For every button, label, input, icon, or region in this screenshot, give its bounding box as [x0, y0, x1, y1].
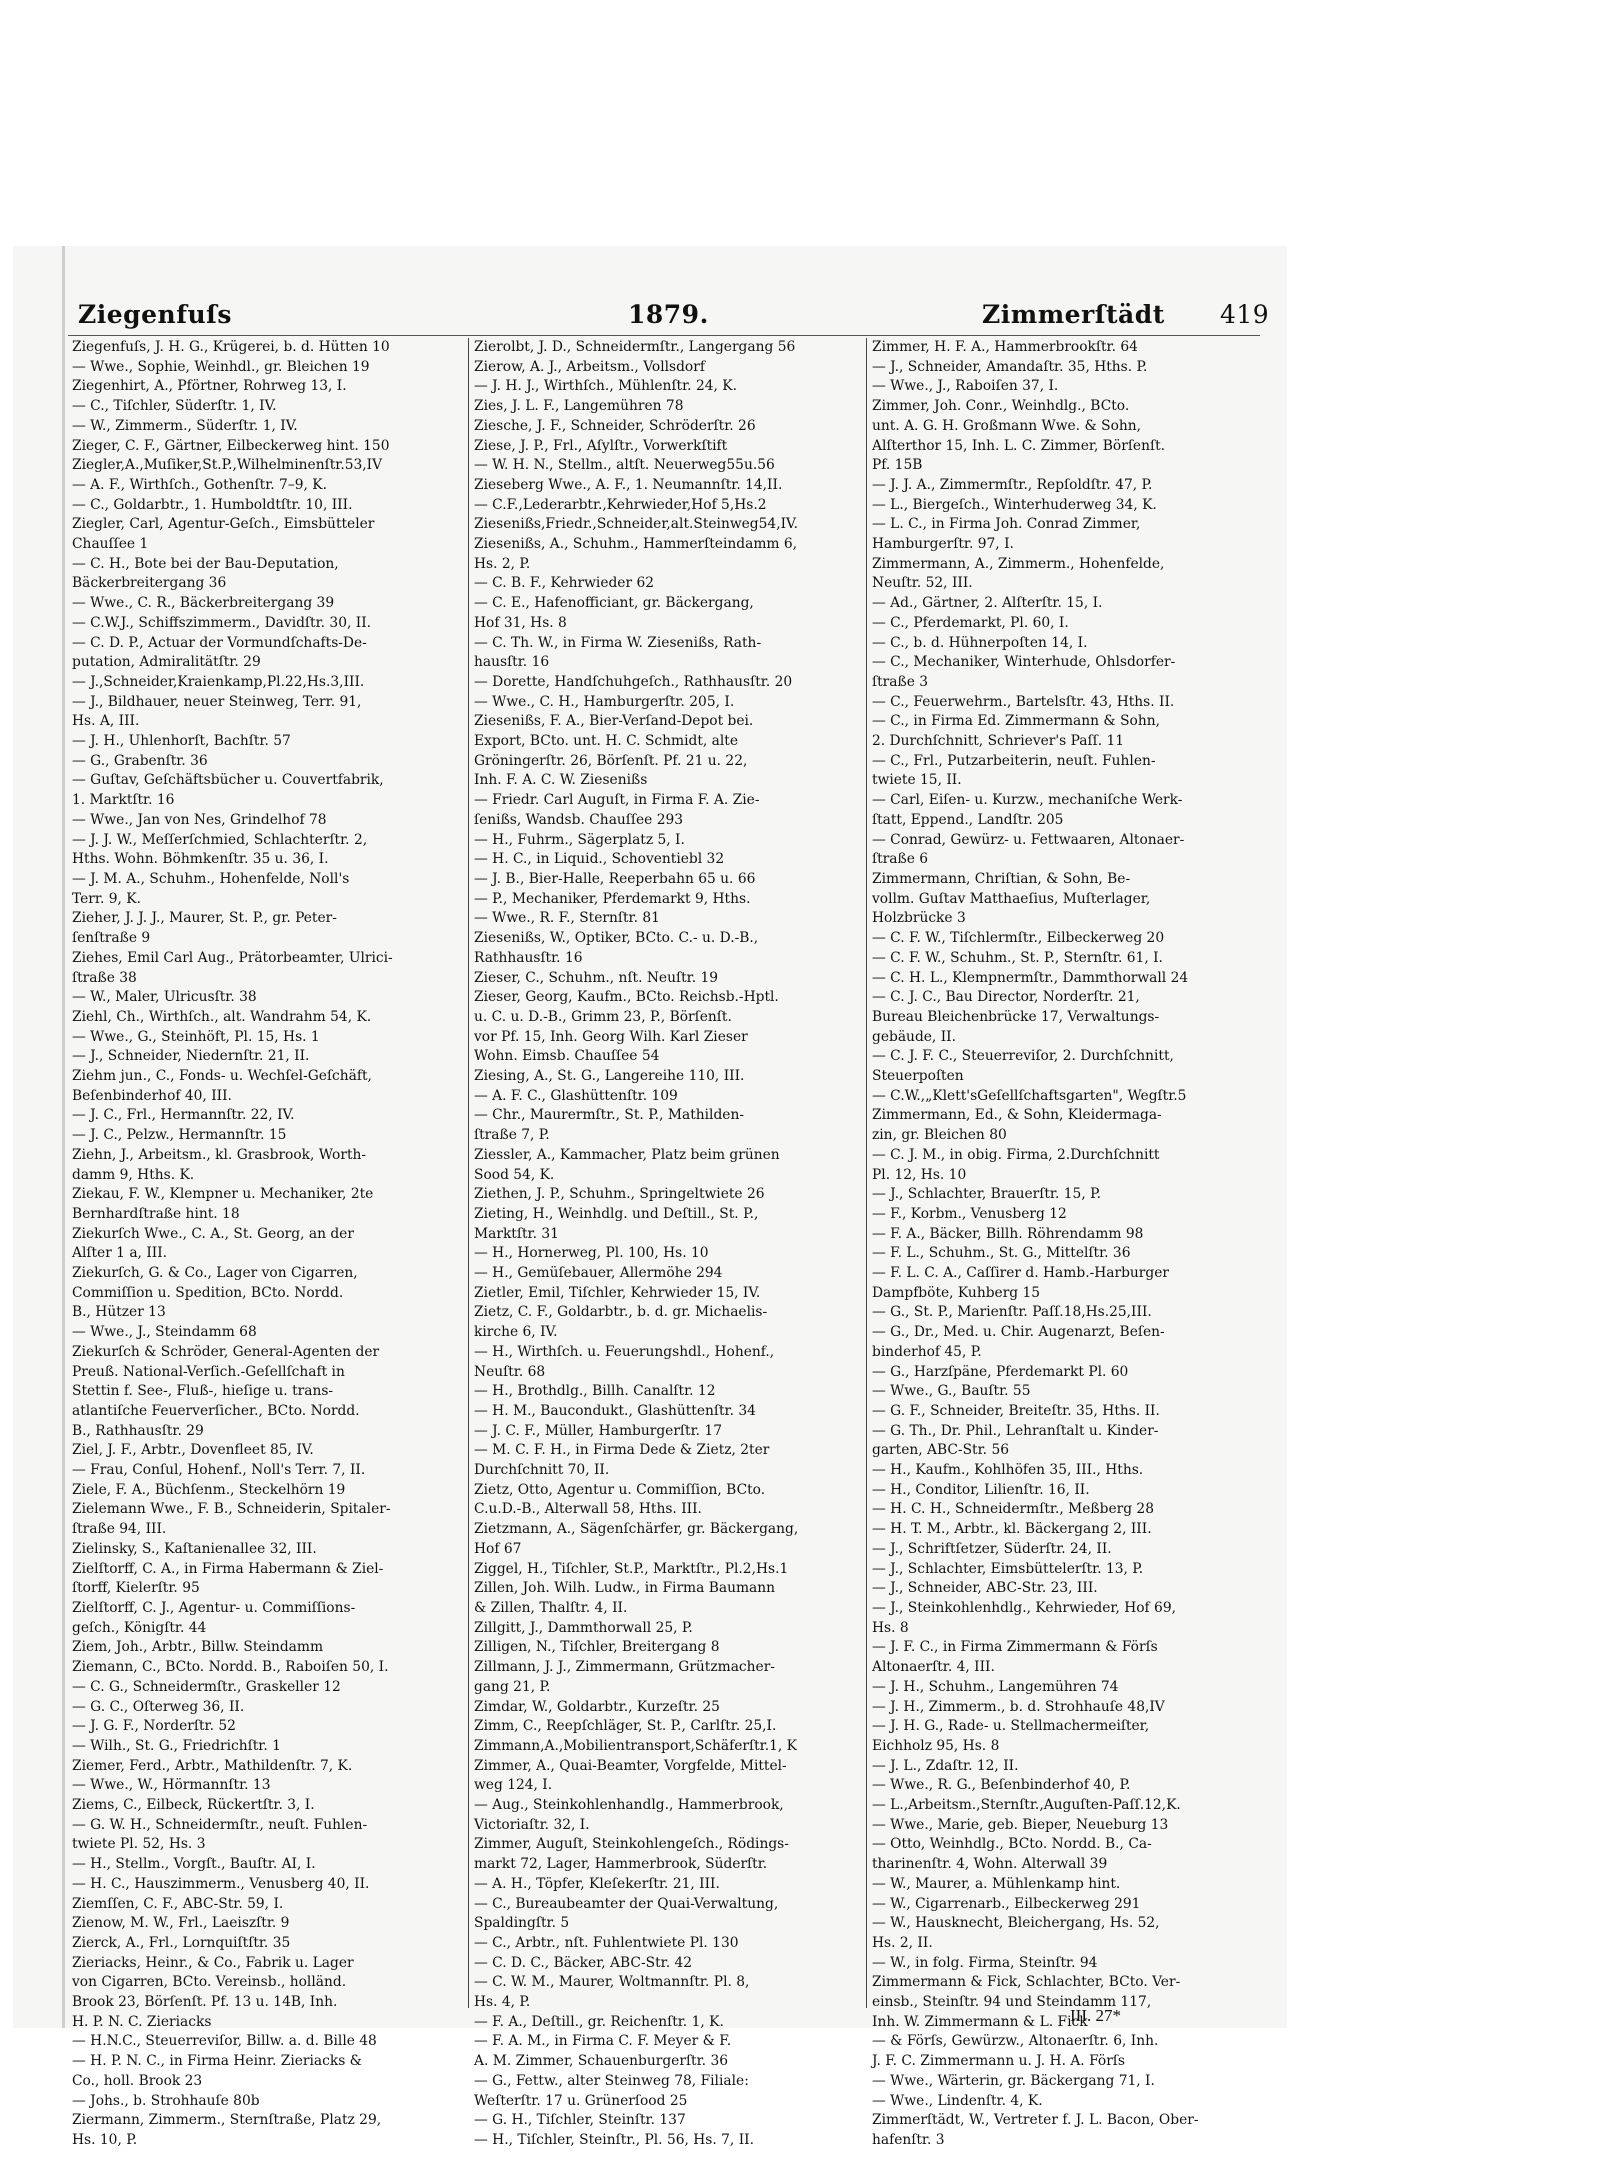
directory-entry: — G., Grabenſtr. 36 [72, 752, 208, 769]
directory-entry: — H., Tiſchler, Steinſtr., Pl. 56, Hs. 7, II. [474, 2131, 754, 2148]
directory-entry: — Wwe., Marie, geb. Bieper, Neueburg 13 [872, 1816, 1169, 1833]
directory-entry: — J. L., Zdaſtr. 12, II. [872, 1757, 1019, 1774]
directory-entry: Ziekau, F. W., Klempner u. Mechaniker, 2te [72, 1186, 374, 1203]
directory-entry: — Friedr. Carl Auguſt, in Firma F. A. Zie- [474, 792, 760, 809]
directory-entry: Zimmer, A., Quai-Beamter, Vorgfelde, Mittel- [474, 1757, 787, 1774]
directory-entry: B., Rathhausſtr. 29 [72, 1422, 204, 1439]
directory-entry: — C., b. d. Hühnerpoſten 14, I. [872, 634, 1088, 651]
directory-entry: — G., Fettw., alter Steinweg 78, Filiale: [474, 2072, 749, 2089]
directory-entry: — H.N.C., Steuerreviſor, Billw. a. d. Bille 48 [72, 2033, 377, 2050]
directory-entry: — H., Conditor, Lilienſtr. 16, II. [872, 1481, 1090, 1498]
directory-entry: Zierow, A. J., Arbeitsm., Vollsdorf [474, 358, 705, 375]
directory-entry: Ziesing, A., St. G., Langereihe 110, III. [474, 1068, 745, 1085]
directory-entry: — A. H., Töpfer, Kleſekerſtr. 21, III. [474, 1875, 720, 1892]
directory-entry: Zierck, A., Frl., Lornquiſtſtr. 35 [72, 1934, 291, 1951]
directory-entry: — C., Feuerwehrm., Bartelsſtr. 43, Hths. II. [872, 693, 1175, 710]
directory-entry: — G. Th., Dr. Phil., Lehranſtalt u. Kinder- [872, 1422, 1159, 1439]
directory-entry: — C. D. C., Bäcker, ABC-Str. 42 [474, 1954, 693, 1971]
directory-entry: ſtorff, Kielerſtr. 95 [72, 1580, 200, 1597]
header-left-catchword: Ziegenfuſs [78, 300, 232, 329]
directory-entry: twiete Pl. 52, Hs. 3 [72, 1836, 206, 1853]
directory-entry: — H. C. H., Schneidermſtr., Meßberg 28 [872, 1501, 1154, 1518]
directory-entry: — G. W. H., Schneidermſtr., neuſt. Fuhlen- [72, 1816, 368, 1833]
directory-entry: Chauſſee 1 [72, 536, 149, 553]
directory-entry: von Cigarren, BCto. Vereinsb., holländ. [72, 1974, 347, 1991]
directory-entry: — C. W. M., Maurer, Woltmannſtr. Pl. 8, [474, 1974, 750, 1991]
directory-entry: & Zillen, Thalſtr. 4, II. [474, 1600, 628, 1616]
directory-entry: — Guſtav, Geſchäftsbücher u. Couvertfabrik, [72, 772, 384, 789]
directory-entry: Hs. 8 [872, 1619, 909, 1636]
directory-entry: atlantiſche Feuerverſicher., BCto. Nordd. [72, 1402, 360, 1419]
directory-entry: — Wwe., C. H., Hamburgerſtr. 205, I. [474, 693, 735, 710]
directory-entry: — A. F. C., Glashüttenſtr. 109 [474, 1087, 678, 1104]
directory-entry: — Carl, Eiſen- u. Kurzw., mechaniſche Werk- [872, 792, 1183, 809]
directory-entry: — C., Bureaubeamter der Quai-Verwaltung, [474, 1895, 779, 1912]
directory-entry: hausſtr. 16 [474, 654, 550, 671]
header-rule [68, 335, 1260, 336]
directory-entry: — C. E., Hafenofficiant, gr. Bäckergang, [474, 595, 754, 612]
directory-entry: Eichholz 95, Hs. 8 [872, 1737, 1000, 1754]
directory-entry: — Chr., Maurermſtr., St. P., Mathilden- [474, 1107, 744, 1124]
directory-entry: Neuſtr. 68 [474, 1363, 546, 1380]
directory-entry: — G., St. P., Marienſtr. Paſſ.18,Hs.25,III. [872, 1304, 1152, 1321]
directory-entry: ſenißs, Wandsb. Chauſſee 293 [474, 811, 684, 828]
directory-entry: Zienow, M. W., Frl., Laeiszſtr. 9 [72, 1915, 290, 1932]
directory-entry: — F. A., Bäcker, Billh. Röhrendamm 98 [872, 1225, 1144, 1242]
directory-entry: Pf. 15B [872, 457, 923, 474]
directory-entry: Stettin f. See-, Fluß-, hieſige u. trans- [72, 1383, 334, 1400]
directory-entry: — C. J. C., Bau Director, Norderſtr. 21, [872, 989, 1140, 1006]
directory-entry: geſch., Königſtr. 44 [72, 1619, 207, 1636]
directory-entry: — Wwe., C. R., Bäckerbreitergang 39 [72, 595, 335, 612]
directory-entry: — W., Maurer, a. Mühlenkamp hint. [872, 1875, 1121, 1892]
directory-entry: — Otto, Weinhdlg., BCto. Nordd. B., Ca- [872, 1836, 1152, 1853]
directory-entry: — H., Brothdlg., Billh. Canalſtr. 12 [474, 1383, 716, 1400]
directory-entry: — J. H., Schuhm., Langemühren 74 [872, 1678, 1119, 1695]
directory-entry: 1. Marktſtr. 16 [72, 792, 175, 809]
directory-entry: — G. C., Oſterweg 36, II. [72, 1698, 245, 1715]
directory-entry: — H. C., in Liquid., Schoventiebl 32 [474, 851, 725, 868]
directory-entry: — L. C., in Firma Joh. Conrad Zimmer, [872, 516, 1141, 533]
column-divider-1 [468, 338, 469, 2008]
directory-entry: Ziegler, Carl, Agentur-Geſch., Eimsbütteler [72, 516, 375, 533]
directory-entry: tharinenſtr. 4, Wohn. Alterwall 39 [872, 1856, 1108, 1873]
directory-entry: Alſterthor 15, Inh. L. C. Zimmer, Börſenſt. [872, 437, 1166, 454]
directory-entry: — Wwe., R. F., Sternſtr. 81 [474, 910, 660, 927]
directory-entry: Bureau Bleichenbrücke 17, Verwaltungs- [872, 1008, 1160, 1025]
directory-entry: Altonaerſtr. 4, III. [872, 1659, 995, 1676]
directory-entry: Brook 23, Börſenſt. Pf. 13 u. 14B, Inh. [72, 1994, 338, 2011]
directory-entry: — Wwe., Jan von Nes, Grindelhof 78 [72, 811, 327, 828]
directory-entry: twiete 15, II. [872, 772, 962, 789]
directory-entry: Bäckerbreitergang 36 [72, 575, 227, 592]
directory-entry: — Wwe., J., Raboiſen 37, I. [872, 378, 1059, 395]
directory-entry: Zieser, C., Schuhm., nſt. Neuſtr. 19 [474, 969, 719, 986]
directory-entry: Pl. 12, Hs. 10 [872, 1166, 967, 1183]
page-number: 419 [1220, 300, 1270, 329]
directory-entry: — J. C., Pelzw., Hermannſtr. 15 [72, 1127, 287, 1144]
directory-entry: — W. H. N., Stellm., altſt. Neuerweg55u.56 [474, 457, 775, 474]
directory-entry: — C., Mechaniker, Winterhude, Ohlsdorfer- [872, 654, 1176, 671]
directory-entry: — H., Fuhrm., Sägerplatz 5, I. [474, 831, 685, 848]
directory-entry: Ziele, F. A., Büchſenm., Steckelhörn 19 [72, 1481, 346, 1498]
directory-entry: ſtraße 7, P. [474, 1127, 550, 1144]
directory-entry: ſtraße 38 [72, 969, 137, 986]
directory-entry: Zimmermann & Fick, Schlachter, BCto. Ver- [872, 1974, 1181, 1991]
directory-entry: — J., Bildhauer, neuer Steinweg, Terr. 91, [72, 693, 362, 710]
directory-entry: — H., Hornerweg, Pl. 100, Hs. 10 [474, 1245, 709, 1262]
directory-entry: ſenſtraße 9 [72, 930, 151, 947]
directory-entry: Zietz, Otto, Agentur u. Commiſſion, BCto. [474, 1481, 766, 1498]
directory-entry: Zietz, C. F., Goldarbtr., b. d. gr. Michaelis- [474, 1304, 768, 1321]
directory-entry: Ziese, J. P., Frl., Aſylſtr., Vorwerkſtift [474, 437, 728, 454]
directory-entry: — C., in Firma Ed. Zimmermann & Sohn, [872, 713, 1161, 730]
directory-entry: Zielſtorff, C. J., Agentur- u. Commiſſions- [72, 1600, 356, 1616]
directory-entry: Spaldingſtr. 5 [474, 1915, 570, 1932]
directory-entry: — Wwe., J., Steindamm 68 [72, 1324, 257, 1341]
directory-entry: — F. A., Deſtill., gr. Reichenſtr. 1, K. [474, 2013, 724, 2030]
directory-entry: Zimmer, Auguſt, Steinkohlengeſch., Rödings- [474, 1836, 789, 1853]
directory-entry: Sood 54, K. [474, 1166, 555, 1183]
directory-entry: — Wwe., W., Hörmannſtr. 13 [72, 1777, 271, 1794]
directory-entry: Bernhardſtraße hint. 18 [72, 1205, 240, 1222]
directory-entry: — J. F. C., in Firma Zimmermann & Förſs [872, 1639, 1158, 1656]
directory-entry: — Frau, Conſul, Hohenf., Noll's Terr. 7, II. [72, 1462, 366, 1479]
directory-entry: Zimmer, Joh. Conr., Weinhdlg., BCto. [872, 398, 1130, 415]
header-year: 1879. [628, 300, 709, 329]
directory-entry: — J. M. A., Schuhm., Hohenfelde, Noll's [72, 870, 350, 887]
directory-entry: Hof 31, Hs. 8 [474, 614, 567, 631]
directory-entry: Hs. 10, P. [72, 2131, 138, 2148]
directory-entry: gebäude, II. [872, 1028, 956, 1045]
directory-entry: Weſterſtr. 17 u. Grünerſood 25 [474, 2092, 688, 2109]
directory-entry: — H., Stellm., Vorgſt., Bauſtr. AI, I. [72, 1856, 316, 1873]
directory-entry: Dampfböte, Kuhberg 15 [872, 1284, 1041, 1301]
directory-entry: Holzbrücke 3 [872, 910, 966, 927]
directory-entry: — W., Zimmerm., Süderſtr. 1, IV. [72, 417, 298, 434]
directory-entry: Ziemann, C., BCto. Nordd. B., Raboiſen 50, I. [72, 1659, 389, 1676]
directory-entry: Inh. F. A. C. W. Ziesenißs [474, 772, 648, 789]
header-right-catchword: Zimmerſtädt [982, 300, 1165, 329]
directory-entry: — Wwe., Lindenſtr. 4, K. [872, 2092, 1043, 2109]
directory-entry: — J. G. F., Norderſtr. 52 [72, 1718, 236, 1735]
directory-entry: Zieser, Georg, Kaufm., BCto. Reichsb.-Hptl. [474, 989, 779, 1006]
directory-entry: Ziehl, Ch., Wirthſch., alt. Wandrahm 54, K. [72, 1008, 372, 1025]
directory-entry: Ziesenißs, F. A., Bier-Verſand-Depot bei. [474, 713, 754, 730]
directory-entry: Ziesche, J. F., Schneider, Schröderſtr. 26 [474, 417, 756, 434]
directory-entry: Zieher, J. J. J., Maurer, St. P., gr. Peter- [72, 910, 337, 927]
directory-entry: — F. A. M., in Firma C. F. Meyer & F. [474, 2033, 732, 2050]
directory-entry: Ziesenißs,Friedr.,Schneider,alt.Steinweg54,IV. [474, 516, 798, 533]
directory-entry: — Ad., Gärtner, 2. Alſterſtr. 15, I. [872, 595, 1103, 612]
directory-entry: 2. Durchſchnitt, Schriever's Paſſ. 11 [872, 733, 1125, 750]
directory-entry: Zierolbt, J. D., Schneidermſtr., Langergang 56 [474, 339, 796, 355]
directory-entry: — C. B. F., Kehrwieder 62 [474, 575, 655, 592]
directory-entry: Hs. 2, II. [872, 1934, 933, 1951]
directory-entry: Steuerpoſten [872, 1068, 964, 1085]
directory-entry: gang 21, P. [474, 1678, 551, 1695]
directory-entry: A. M. Zimmer, Schauenburgerſtr. 36 [474, 2053, 729, 2070]
directory-entry: Hs. 2, P. [474, 555, 531, 572]
directory-entry: Zimmermann, Chriſtian, & Sohn, Be- [872, 870, 1131, 887]
directory-entry: Zielſtorff, C. A., in Firma Habermann & Ziel- [72, 1560, 384, 1577]
directory-entry: Ziggel, H., Tiſchler, St.P., Marktſtr., Pl.2,Hs.1 [474, 1560, 789, 1577]
directory-entry: Ziemſſen, C. F., ABC-Str. 59, I. [72, 1895, 284, 1912]
directory-column-1 [72, 338, 460, 2148]
directory-entry: Zillgitt, J., Dammthorwall 25, P. [474, 1619, 693, 1636]
directory-entry: Zietler, Emil, Tiſchler, Kehrwieder 15, IV. [474, 1284, 761, 1301]
directory-entry: Ziessler, A., Kammacher, Platz beim grünen [474, 1146, 780, 1163]
directory-entry: Export, BCto. unt. H. C. Schmidt, alte [474, 733, 739, 750]
directory-entry: H. P. N. C. Zieriacks [72, 2013, 212, 2030]
directory-entry: — C. F. W., Tiſchlermſtr., Eilbeckerweg 20 [872, 930, 1165, 947]
directory-entry: — J.,Schneider,Kraienkamp,Pl.22,Hs.3,III. [72, 673, 365, 690]
directory-entry: Neuſtr. 52, III. [872, 575, 973, 592]
directory-entry: — J. H., Zimmerm., b. d. Strohhauſe 48,IV [872, 1698, 1165, 1715]
directory-entry: Zilligen, N., Tiſchler, Breitergang 8 [474, 1639, 720, 1656]
directory-entry: — C., Arbtr., nſt. Fuhlentwiete Pl. 130 [474, 1934, 739, 1951]
directory-entry: — F. L. C. A., Caſſirer d. Hamb.-Harburger [872, 1265, 1169, 1282]
directory-entry: — H. C., Hauszimmerm., Venusberg 40, II. [72, 1875, 370, 1892]
directory-entry: damm 9, Hths. K. [72, 1166, 195, 1183]
directory-entry: Ziethen, J. P., Schuhm., Springeltwiete 26 [474, 1186, 765, 1203]
directory-entry: — L.,Arbeitsm.,Sternſtr.,Auguſten-Paſſ.12,K. [872, 1797, 1181, 1814]
directory-entry: Zimmer, H. F. A., Hammerbrookſtr. 64 [872, 339, 1138, 355]
column-divider-2 [866, 338, 867, 2008]
directory-entry: — Conrad, Gewürz- u. Fettwaaren, Altonaer- [872, 831, 1185, 848]
directory-entry: — Wwe., G., Steinhöft, Pl. 15, Hs. 1 [72, 1028, 320, 1045]
directory-entry: — Wwe., Wärterin, gr. Bäckergang 71, I. [872, 2072, 1155, 2089]
signature-mark: III. 27* [1070, 2006, 1121, 2025]
directory-entry: Hof 67 [474, 1540, 522, 1557]
directory-entry: — J., Schneider, ABC-Str. 23, III. [872, 1580, 1098, 1597]
directory-entry: — G. H., Tiſchler, Steinſtr. 137 [474, 2112, 686, 2129]
directory-entry: — J. J. W., Meſſerſchmied, Schlachterſtr. 2, [72, 831, 368, 848]
directory-entry: — Dorette, Handſchuhgeſch., Rathhausſtr. 20 [474, 673, 793, 690]
directory-entry: Hs. 4, P. [474, 1994, 531, 2011]
directory-entry: — C. H. L., Klempnermſtr., Dammthorwall 24 [872, 969, 1189, 986]
directory-entry: einsb., Steinſtr. 94 und Steindamm 117, [872, 1994, 1152, 2011]
directory-entry: — G. F., Schneider, Breiteſtr. 35, Hths. II. [872, 1402, 1160, 1419]
directory-entry: Ziermann, Zimmerm., Sternſtraße, Platz 29, [72, 2112, 382, 2129]
directory-entry: Zielemann Wwe., F. B., Schneiderin, Spitaler- [72, 1501, 391, 1518]
directory-entry: — J. H. J., Wirthſch., Mühlenſtr. 24, K. [474, 378, 737, 395]
directory-entry: Zieriacks, Heinr., & Co., Fabrik u. Lager [72, 1954, 354, 1971]
directory-entry: Alſter 1 a, III. [72, 1245, 168, 1262]
directory-entry: Wohn. Eimsb. Chauſſee 54 [474, 1048, 660, 1065]
directory-entry: Zies, J. L. F., Langemühren 78 [474, 398, 684, 415]
directory-entry: Zieger, C. F., Gärtner, Eilbeckerweg hint. 150 [72, 437, 390, 454]
directory-entry: Ziemer, Ferd., Arbtr., Mathildenſtr. 7, K. [72, 1757, 353, 1774]
directory-entry: — C., Tiſchler, Süderſtr. 1, IV. [72, 398, 277, 415]
directory-entry: — J., Steinkohlenhdlg., Kehrwieder, Hof 69, [872, 1600, 1176, 1616]
directory-entry: garten, ABC-Str. 56 [872, 1442, 1009, 1459]
directory-entry: Hs. A, III. [72, 713, 140, 730]
directory-entry: — C., Frl., Putzarbeiterin, neuſt. Fuhlen- [872, 752, 1156, 769]
directory-entry: — F., Korbm., Venusberg 12 [872, 1205, 1067, 1222]
directory-entry: — J. B., Bier-Halle, Reeperbahn 65 u. 66 [474, 870, 756, 887]
directory-entry: — J. J. A., Zimmermſtr., Repſoldſtr. 47, P. [872, 476, 1153, 493]
directory-entry: Zimmerſtädt, W., Vertreter f. J. L. Bacon, Ober- [872, 2112, 1199, 2129]
directory-entry: — J. C., Frl., Hermannſtr. 22, IV. [72, 1107, 295, 1124]
directory-entry: — H. M., Baucondukt., Glashüttenſtr. 34 [474, 1402, 756, 1419]
directory-entry: Zieting, H., Weinhdlg. und Deſtill., St. P., [474, 1205, 759, 1222]
directory-entry: Beſenbinderhof 40, III. [72, 1087, 232, 1104]
directory-entry: Ziehn, J., Arbeitsm., kl. Grasbrook, Worth- [72, 1146, 367, 1163]
directory-entry: Zimmermann, A., Zimmerm., Hohenfelde, [872, 555, 1165, 572]
directory-entry: binderhof 45, P. [872, 1343, 982, 1360]
directory-entry: — C.W.,„Klett'sGeſellſchaftsgarten", Wegſtr.5 [872, 1087, 1187, 1104]
directory-entry: — J. H., Uhlenhorſt, Bachſtr. 57 [72, 733, 291, 750]
directory-entry: Marktſtr. 31 [474, 1225, 559, 1242]
directory-entry: Ziems, C., Eilbeck, Rückertſtr. 3, I. [72, 1797, 315, 1814]
directory-entry: Zillmann, J. J., Zimmermann, Grützmacher- [474, 1659, 775, 1676]
directory-entry: Inh. W. Zimmermann & L. Fick [872, 2013, 1088, 2030]
directory-entry: — C. H., Bote bei der Bau-Deputation, [72, 555, 339, 572]
directory-entry: — & Förſs, Gewürzw., Altonaerſtr. 6, Inh. [872, 2033, 1159, 2050]
directory-entry: — L., Biergeſch., Winterhuderweg 34, K. [872, 496, 1157, 513]
directory-entry: weg 124, I. [474, 1777, 553, 1794]
directory-entry: Ziekurſch, G. & Co., Lager von Cigarren, [72, 1265, 358, 1282]
directory-entry: — W., Cigarrenarb., Eilbeckerweg 291 [872, 1895, 1141, 1912]
directory-entry: Zietzmann, A., Sägenſchärfer, gr. Bäckergang, [474, 1521, 799, 1538]
directory-entry: — C. J. M., in obig. Firma, 2.Durchſchnitt [872, 1146, 1160, 1163]
directory-entry: kirche 6, IV. [474, 1324, 558, 1341]
directory-entry: — J., Schlachter, Brauerſtr. 15, P. [872, 1186, 1101, 1203]
directory-entry: Preuß. National-Verſich.-Geſellſchaft in [72, 1363, 345, 1380]
directory-entry: — W., Hausknecht, Bleichergang, Hs. 52, [872, 1915, 1160, 1932]
directory-entry: Ziekurſch Wwe., C. A., St. Georg, an der [72, 1225, 354, 1242]
running-header [68, 300, 1270, 334]
directory-entry: — C. G., Schneidermſtr., Graskeller 12 [72, 1678, 341, 1695]
directory-entry: — M. C. F. H., in Firma Dede & Zietz, 2ter [474, 1442, 770, 1459]
directory-entry: — H., Wirthſch. u. Feuerungshdl., Hohenf., [474, 1343, 775, 1360]
directory-entry: putation, Admiralitätſtr. 29 [72, 654, 261, 671]
directory-entry: ſtraße 6 [872, 851, 929, 868]
directory-entry: Zieseberg Wwe., A. F., 1. Neumannſtr. 14,II. [474, 476, 783, 493]
directory-entry: vor Pf. 15, Inh. Georg Wilh. Karl Zieser [474, 1028, 748, 1045]
directory-entry: Zimm, C., Reepſchläger, St. P., Carlſtr. 25,I. [474, 1718, 777, 1735]
directory-entry: — F. L., Schuhm., St. G., Mittelſtr. 36 [872, 1245, 1131, 1262]
directory-entry: — Wwe., Sophie, Weinhdl., gr. Bleichen 19 [72, 358, 370, 375]
directory-entry: — C. Th. W., in Firma W. Ziesenißs, Rath- [474, 634, 762, 651]
directory-entry: — Wwe., R. G., Beſenbinderhof 40, P. [872, 1777, 1131, 1794]
directory-entry: — H. P. N. C., in Firma Heinr. Zieriacks & [72, 2053, 362, 2070]
directory-entry: Terr. 9, K. [72, 890, 141, 907]
directory-entry: ſtatt, Eppend., Landſtr. 205 [872, 811, 1064, 828]
directory-entry: — H. T. M., Arbtr., kl. Bäckergang 2, III. [872, 1521, 1152, 1538]
directory-entry: — P., Mechaniker, Pferdemarkt 9, Hths. [474, 890, 751, 907]
directory-entry: — J. H. G., Rade- u. Stellmachermeiſter, [872, 1718, 1150, 1735]
directory-entry: Ziekurſch & Schröder, General-Agenten der [72, 1343, 380, 1360]
directory-entry: Ziesenißs, A., Schuhm., Hammerſteindamm 6, [474, 536, 798, 553]
directory-entry: Durchſchnitt 70, II. [474, 1462, 610, 1479]
directory-entry: — C., Pferdemarkt, Pl. 60, I. [872, 614, 1069, 631]
directory-entry: Rathhausſtr. 16 [474, 949, 583, 966]
directory-entry: — C.W.J., Schiffszimmerm., Davidſtr. 30, II. [72, 614, 372, 631]
directory-entry: — C.F.,Lederarbtr.,Kehrwieder,Hof 5,Hs.2 [474, 496, 767, 513]
directory-entry: — H., Kaufm., Kohlhöfen 35, III., Hths. [872, 1462, 1144, 1479]
directory-entry: — H., Gemüſebauer, Allermöhe 294 [474, 1265, 723, 1282]
directory-entry: Ziegenhirt, A., Pförtner, Rohrweg 13, I. [72, 378, 347, 395]
directory-entry: ſtraße 94, III. [72, 1521, 167, 1538]
directory-entry: — J., Schneider, Amandaſtr. 35, Hths. P. [872, 358, 1148, 375]
directory-entry: Victoriaſtr. 32, I. [474, 1816, 590, 1833]
directory-entry: hafenſtr. 3 [872, 2131, 945, 2148]
directory-entry: Ziem, Joh., Arbtr., Billw. Steindamm [72, 1639, 324, 1656]
directory-entry: Ziehm jun., C., Fonds- u. Wechſel-Geſchäft, [72, 1068, 372, 1085]
directory-entry: Zielinsky, S., Kaſtanienallee 32, III. [72, 1540, 317, 1557]
directory-entry: u. C. u. D.-B., Grimm 23, P., Börſenſt. [474, 1008, 732, 1025]
directory-entry: — C. J. F. C., Steuerreviſor, 2. Durchſchnitt, [872, 1048, 1174, 1065]
directory-entry: — C. D. P., Actuar der Vormundſchafts-De- [72, 634, 367, 651]
directory-entry: Zillen, Joh. Wilh. Ludw., in Firma Baumann [474, 1580, 776, 1597]
directory-entry: Hths. Wohn. Böhmkenſtr. 35 u. 36, I. [72, 851, 329, 868]
directory-entry: — A. F., Wirthſch., Gothenſtr. 7–9, K. [72, 476, 327, 493]
directory-entry: — C., Goldarbtr., 1. Humboldtſtr. 10, III. [72, 496, 353, 513]
directory-entry: — J. C. F., Müller, Hamburgerſtr. 17 [474, 1422, 722, 1439]
directory-entry: Co., holl. Brook 23 [72, 2072, 203, 2089]
directory-entry: Hamburgerſtr. 97, I. [872, 536, 1014, 553]
directory-entry: — C. F. W., Schuhm., St. P., Sternſtr. 61, I. [872, 949, 1163, 966]
directory-entry: vollm. Guſtav Matthaeſius, Muſterlager, [872, 890, 1151, 907]
directory-entry: markt 72, Lager, Hammerbrook, Süderſtr. [474, 1856, 768, 1873]
directory-entry: Ziel, J. F., Arbtr., Dovenfleet 85, IV. [72, 1442, 314, 1459]
directory-entry: — G., Harzſpäne, Pferdemarkt Pl. 60 [872, 1363, 1129, 1380]
directory-entry: Zimmermann, Ed., & Sohn, Kleidermaga- [872, 1107, 1162, 1124]
directory-entry: B., Hützer 13 [72, 1304, 166, 1321]
directory-entry: Ziehes, Emil Carl Aug., Prätorbeamter, Ulrici- [72, 949, 393, 966]
directory-entry: — W., in folg. Firma, Steinſtr. 94 [872, 1954, 1098, 1971]
directory-entry: — Wilh., St. G., Friedrichſtr. 1 [72, 1737, 281, 1754]
directory-entry: Zimmann,A.,Mobilientransport,Schäferſtr.1, K [474, 1737, 797, 1754]
directory-entry: — J., Schlachter, Eimsbüttelerſtr. 13, P. [872, 1560, 1144, 1577]
directory-entry: Zimdar, W., Goldarbtr., Kurzeſtr. 25 [474, 1698, 720, 1715]
page-gutter [62, 246, 65, 2028]
directory-entry: Ziesenißs, W., Optiker, BCto. C.- u. D.-B., [474, 930, 759, 947]
directory-entry: — W., Maler, Ulricusſtr. 38 [72, 989, 257, 1006]
directory-entry: Gröningerſtr. 26, Börſenſt. Pf. 21 u. 22, [474, 752, 748, 769]
directory-entry: Commiſſion u. Spedition, BCto. Nordd. [72, 1284, 344, 1301]
directory-entry: J. F. C. Zimmermann u. J. H. A. Förſs [872, 2053, 1125, 2070]
directory-entry: unt. A. G. H. Großmann Wwe. & Sohn, [872, 417, 1142, 434]
directory-entry: — Aug., Steinkohlenhandlg., Hammerbrook, [474, 1797, 784, 1814]
directory-entry: Ziegler,A.,Muſiker,St.P.,Wilhelminenſtr.53,IV [72, 457, 383, 474]
directory-entry: C.u.D.-B., Alterwall 58, Hths. III. [474, 1501, 702, 1518]
directory-entry: — J., Schriftſetzer, Süderſtr. 24, II. [872, 1540, 1112, 1557]
directory-column-2 [474, 338, 862, 2148]
directory-entry: — J., Schneider, Niedernſtr. 21, II. [72, 1048, 310, 1065]
directory-entry: — G., Dr., Med. u. Chir. Augenarzt, Beſen- [872, 1324, 1165, 1341]
directory-entry: — Wwe., G., Bauſtr. 55 [872, 1383, 1031, 1400]
directory-entry: — Johs., b. Strohhauſe 80b [72, 2092, 260, 2109]
directory-entry: Ziegenfuſs, J. H. G., Krügerei, b. d. Hütten 10 [72, 339, 390, 355]
directory-entry: zin, gr. Bleichen 80 [872, 1127, 1007, 1144]
directory-entry: ſtraße 3 [872, 673, 929, 690]
